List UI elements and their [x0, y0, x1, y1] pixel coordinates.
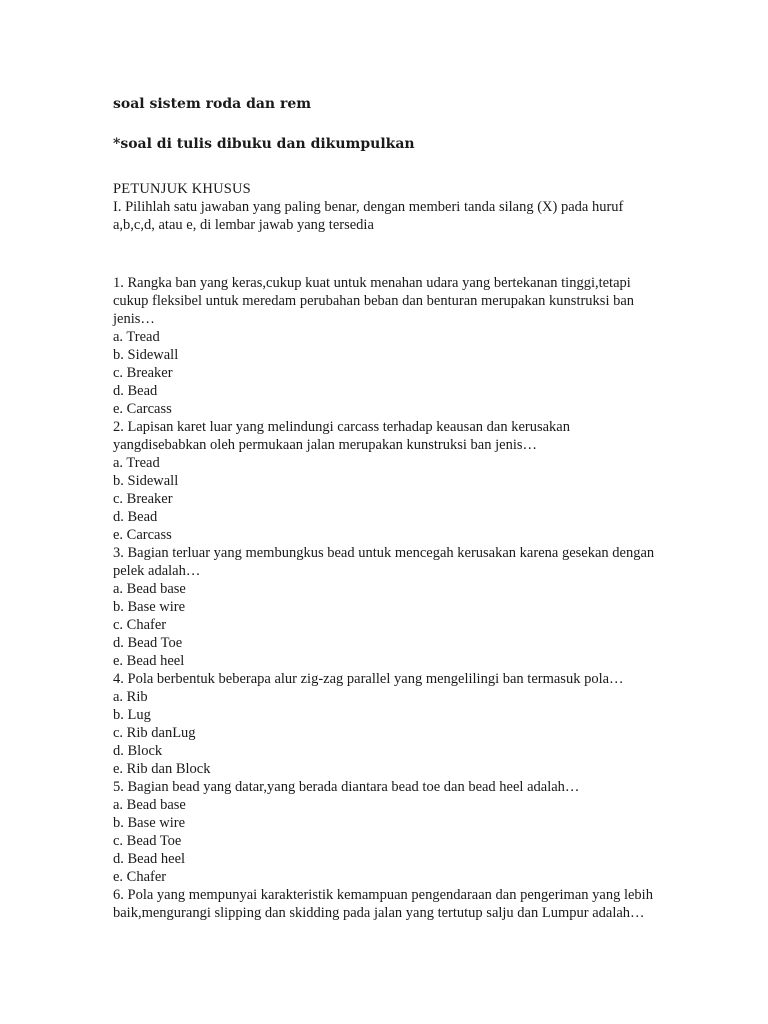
question-item — [113, 418, 658, 544]
answer-option: e. Carcass — [113, 527, 172, 543]
answer-option: e. Carcass — [113, 401, 172, 417]
question-text: 3. Bagian terluar yang membungkus bead untuk mencegah kerusakan karena gesekan dengan pelek adalah… — [113, 545, 655, 579]
answer-option: a. Tread — [113, 455, 160, 471]
answer-option: a. Rib — [113, 689, 148, 705]
question-item — [113, 778, 658, 886]
question-text: 1. Rangka ban yang keras,cukup kuat untuk menahan udara yang bertekanan tinggi,tetapi cukup fleksibel untuk meredam perubahan beban dan benturan merupakan kunstruksi ban jenis… — [113, 275, 635, 327]
answer-option: b. Base wire — [113, 599, 186, 615]
question-item — [113, 886, 658, 922]
answer-option: e. Rib dan Block — [113, 761, 211, 777]
document-page — [113, 92, 658, 922]
question-text: 6. Pola yang mempunyai karakteristik kemampuan pengendaraan dan pengeriman yang lebih baik,mengurangi slipping dan skidding pada jalan yang tertutup salju dan Lumpur adalah… — [113, 887, 653, 921]
document-title: soal sistem roda dan rem — [113, 96, 312, 112]
answer-option: c. Bead Toe — [113, 833, 182, 849]
answer-option: c. Chafer — [113, 617, 167, 633]
question-list — [113, 274, 658, 922]
answer-option: b. Base wire — [113, 815, 186, 831]
answer-option: d. Bead heel — [113, 851, 186, 867]
answer-option: b. Sidewall — [113, 347, 179, 363]
answer-option: b. Lug — [113, 707, 151, 723]
answer-option: d. Block — [113, 743, 163, 759]
answer-option: a. Bead base — [113, 581, 186, 597]
answer-option: d. Bead Toe — [113, 635, 183, 651]
question-text: 4. Pola berbentuk beberapa alur zig-zag parallel yang mengelilingi ban termasuk pola… — [113, 671, 624, 687]
document-subtitle: *soal di tulis dibuku dan dikumpulkan — [113, 136, 415, 152]
instruction-text: I. Pilihlah satu jawaban yang paling benar, dengan memberi tanda silang (X) pada huruf a,b,c,d, atau e, di lembar jawab yang tersedia — [113, 199, 624, 233]
answer-option: a. Tread — [113, 329, 160, 345]
question-item — [113, 274, 658, 418]
answer-option: c. Rib danLug — [113, 725, 196, 741]
question-text: 2. Lapisan karet luar yang melindungi carcass terhadap keausan dan kerusakan yangdisebabkan oleh permukaan jalan merupakan kunstruksi ban jenis… — [113, 419, 570, 453]
answer-option: d. Bead — [113, 509, 158, 525]
instruction-heading: PETUNJUK KHUSUS — [113, 181, 251, 197]
answer-option: c. Breaker — [113, 365, 173, 381]
answer-option: e. Chafer — [113, 869, 167, 885]
question-item — [113, 670, 658, 778]
question-text: 5. Bagian bead yang datar,yang berada diantara bead toe dan bead heel adalah… — [113, 779, 580, 795]
answer-option: b. Sidewall — [113, 473, 179, 489]
answer-option: c. Breaker — [113, 491, 173, 507]
question-item — [113, 544, 658, 670]
answer-option: e. Bead heel — [113, 653, 185, 669]
answer-option: d. Bead — [113, 383, 158, 399]
answer-option: a. Bead base — [113, 797, 186, 813]
